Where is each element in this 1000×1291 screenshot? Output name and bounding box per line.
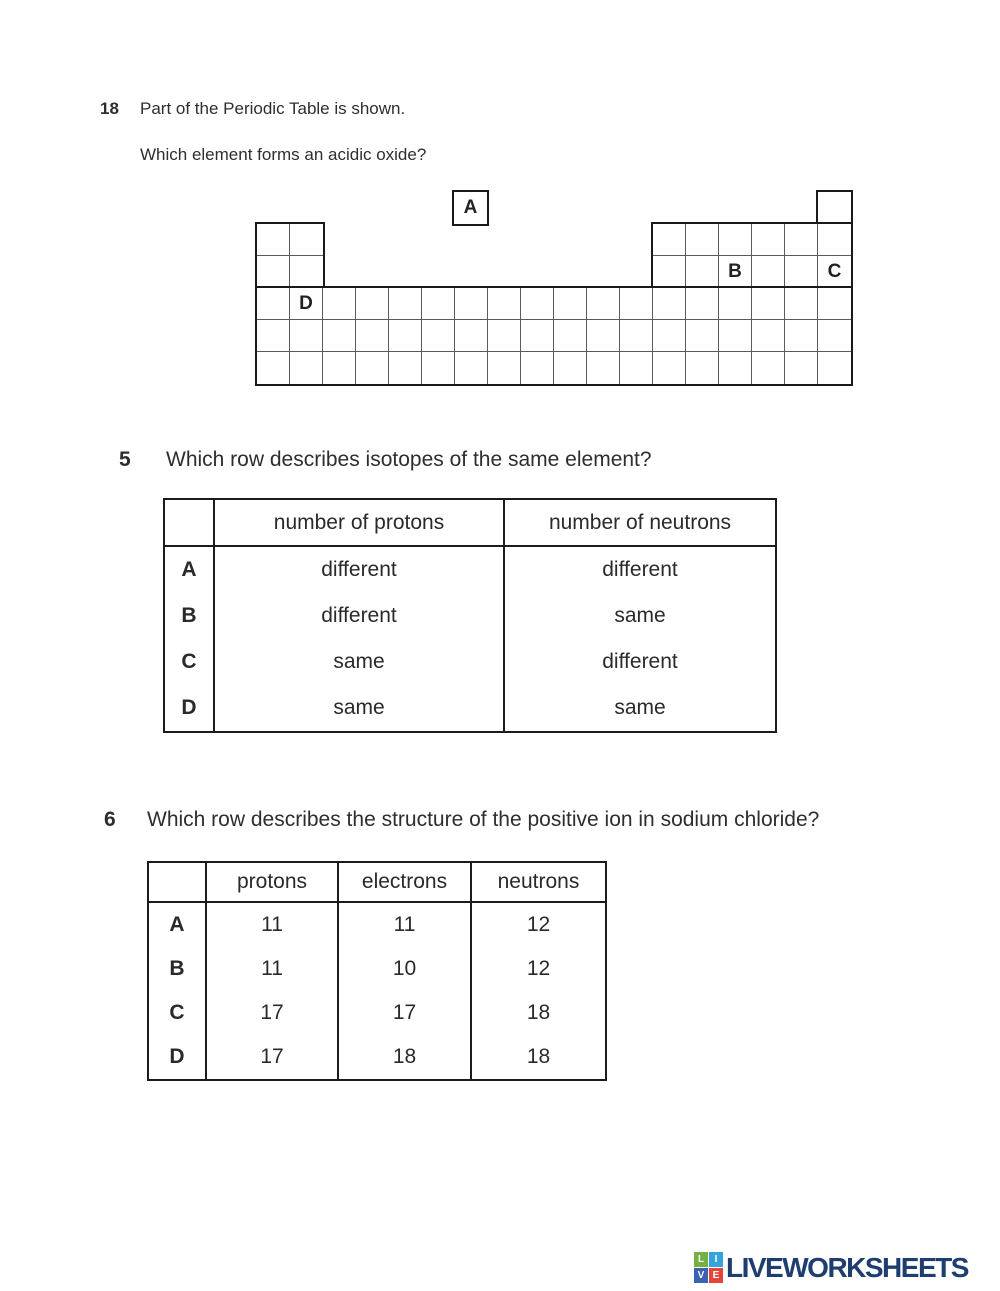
isotopes-answer-table: [163, 498, 777, 733]
answer-cell: same: [504, 685, 776, 732]
element-cell: [356, 320, 389, 352]
answer-cell: different: [214, 546, 504, 593]
element-cell: [686, 352, 719, 384]
element-cell: [257, 352, 290, 384]
element-cell: [785, 320, 818, 352]
element-cell: [587, 352, 620, 384]
column-header: electrons: [338, 862, 471, 902]
answer-cell: 17: [206, 1035, 338, 1080]
element-cell: [719, 224, 752, 256]
element-cell: [488, 352, 521, 384]
answer-cell: 11: [206, 947, 338, 991]
element-cell: [356, 288, 389, 320]
element-cell: [818, 352, 851, 384]
logo-square-L: L: [694, 1252, 708, 1267]
liveworksheets-logo-text: LIVEWORKSHEETS: [726, 1252, 968, 1283]
answer-row-A[interactable]: [164, 546, 776, 593]
column-header: neutrons: [471, 862, 606, 902]
element-cell: [422, 320, 455, 352]
element-cell: [653, 352, 686, 384]
answer-cell: 18: [471, 991, 606, 1035]
element-cell: [323, 320, 356, 352]
element-cell: [785, 352, 818, 384]
hydrogen-position-box: [452, 190, 489, 226]
element-cell: [785, 288, 818, 320]
element-cell: [686, 256, 719, 288]
element-cell: [389, 352, 422, 384]
header-row: [148, 862, 606, 902]
element-cell: [488, 320, 521, 352]
question-5-text: Which row describes isotopes of the same element?: [166, 448, 652, 471]
answer-row-B[interactable]: [148, 947, 606, 991]
element-cell: [554, 320, 587, 352]
question-6-number: 6: [104, 808, 116, 831]
liveworksheets-logo[interactable]: [694, 1252, 968, 1283]
element-cell: [719, 288, 752, 320]
element-cell: [752, 256, 785, 288]
element-cell: [257, 256, 290, 288]
element-cell: [389, 320, 422, 352]
element-cell: [719, 320, 752, 352]
answer-row-D[interactable]: [148, 1035, 606, 1080]
answer-cell: 11: [206, 902, 338, 947]
element-label-C: C: [827, 261, 842, 282]
element-cell: [785, 224, 818, 256]
element-cell: [455, 352, 488, 384]
answer-cell: same: [214, 639, 504, 685]
element-cell: [290, 224, 323, 256]
element-cell: [554, 352, 587, 384]
row-label: C: [169, 1001, 185, 1024]
element-cell: [521, 352, 554, 384]
question-5-number: 5: [119, 448, 131, 471]
element-cell: [455, 320, 488, 352]
answer-cell: 18: [338, 1035, 471, 1080]
element-label-B: B: [719, 256, 752, 288]
periodic-table-diagram: [0, 0, 1000, 420]
row-label: D: [181, 696, 197, 719]
question-18-line2: Which element forms an acidic oxide?: [140, 145, 427, 164]
element-cell: [620, 320, 653, 352]
element-cell: [818, 320, 851, 352]
element-cell: [422, 288, 455, 320]
answer-cell: same: [214, 685, 504, 732]
element-cell: [389, 288, 422, 320]
row-label: B: [181, 604, 197, 627]
periods-4-6-block: [255, 286, 853, 386]
logo-square-V: V: [694, 1268, 708, 1283]
answer-cell: 17: [338, 991, 471, 1035]
answer-cell: same: [504, 593, 776, 639]
element-cell: [719, 352, 752, 384]
element-label-D: D: [290, 288, 323, 320]
element-cell: [620, 288, 653, 320]
element-cell: [554, 288, 587, 320]
element-cell: [818, 192, 851, 224]
element-cell: [752, 320, 785, 352]
question-18-number: 18: [100, 99, 119, 118]
row-label: D: [169, 1045, 185, 1068]
element-cell: [521, 320, 554, 352]
answer-cell: 11: [338, 902, 471, 947]
element-cell: [488, 288, 521, 320]
element-cell: [257, 224, 290, 256]
element-cell: [455, 288, 488, 320]
answer-row-C[interactable]: [164, 639, 776, 685]
answer-cell: 12: [471, 902, 606, 947]
answer-cell: different: [214, 593, 504, 639]
logo-square-E: E: [709, 1268, 723, 1283]
element-cell: [290, 320, 323, 352]
row-label: A: [169, 913, 185, 936]
element-cell: [323, 352, 356, 384]
helium-position-cell: [816, 190, 853, 226]
element-cell: [257, 320, 290, 352]
answer-cell: different: [504, 639, 776, 685]
element-cell: [752, 352, 785, 384]
groups-3-to-0-block: [651, 222, 853, 290]
answer-cell: different: [504, 546, 776, 593]
row-label: C: [181, 650, 197, 673]
answer-cell: 10: [338, 947, 471, 991]
liveworksheets-icon: [694, 1252, 723, 1283]
answer-row-D[interactable]: [164, 685, 776, 732]
ion-structure-answer-table: [147, 861, 607, 1081]
element-cell: [290, 256, 323, 288]
element-cell: [587, 320, 620, 352]
row-label: B: [169, 957, 185, 980]
element-cell: [323, 288, 356, 320]
answer-row-A[interactable]: [148, 902, 606, 947]
answer-row-C[interactable]: [148, 991, 606, 1035]
element-cell: [653, 320, 686, 352]
question-18-line1: Part of the Periodic Table is shown.: [140, 99, 406, 118]
answer-cell: 17: [206, 991, 338, 1035]
element-cell: [785, 256, 818, 288]
corner-cell: [164, 499, 214, 546]
header-row: [164, 499, 776, 546]
element-cell: [752, 288, 785, 320]
element-cell: [587, 288, 620, 320]
corner-cell: [148, 862, 206, 902]
logo-square-I: I: [709, 1252, 723, 1267]
element-cell: [356, 352, 389, 384]
answer-row-B[interactable]: [164, 593, 776, 639]
element-cell: [290, 352, 323, 384]
element-cell: [686, 320, 719, 352]
element-cell: [686, 224, 719, 256]
element-cell: [422, 352, 455, 384]
element-cell: [818, 224, 851, 256]
column-header: number of protons: [214, 499, 504, 546]
element-cell: [521, 288, 554, 320]
element-cell: [653, 256, 686, 288]
element-cell: [653, 224, 686, 256]
row-label: A: [181, 558, 197, 581]
element-cell: [653, 288, 686, 320]
element-cell: [686, 288, 719, 320]
answer-cell: 12: [471, 947, 606, 991]
element-cell: [620, 352, 653, 384]
answer-cell: 18: [471, 1035, 606, 1080]
column-header: protons: [206, 862, 338, 902]
question-6-text: Which row describes the structure of the positive ion in sodium chloride?: [147, 808, 820, 831]
column-header: number of neutrons: [504, 499, 776, 546]
element-cell: [818, 288, 851, 320]
element-cell: [752, 224, 785, 256]
element-cell: [257, 288, 290, 320]
element-label-A: A: [463, 197, 478, 218]
groups-1-2-block: [255, 222, 325, 290]
